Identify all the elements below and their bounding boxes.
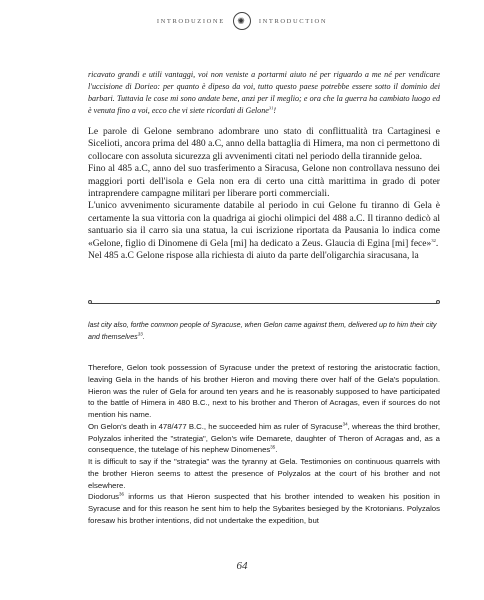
italian-paragraph-1: Le parole di Gelone sembrano adombrare uno stato di conflittualità tra Cartaginesi e Sicelioti, ancora prima del 480 a.C, anno della battaglia di Himera, ma non ci permettono di collocare con assoluta sicurezza gli avvenimenti citati nel periodo della tirannide geloa. [88,126,440,162]
footnote-ref-36: 36 [119,491,125,497]
english-paragraph-4-text-a: Diodorus [88,492,120,502]
page-number: 64 [236,560,248,572]
english-paragraph-2-end: . [275,445,278,455]
english-paragraph-2-text-b: , whereas the third brother, Polyzalos inherited the "strategia", Gelon's wife Demarete, daughter of Theron of Acragas and, as a consequence, the tutelage of his nephew Dinomenes [88,421,440,455]
italian-paragraph-3 [88,200,440,250]
emblem-icon: ✺ [233,12,251,30]
italian-paragraph-2: Fino al 485 a.C, anno del suo trasferimento a Siracusa, Gelone non controllava nessuno dei maggiori porti dell'isola e Gela non era di certo una città marittima in grado di poter intraprendere campagne militari per liberare porti commerciali. [88,163,440,200]
english-paragraph-3: It is difficult to say if the "strategia" was the tyranny at Gela. Testimonies on continuous quarrels with the brother Hieron seems to attest the presence of Polyzalos at the court of his brother and not elsewhere. [88,457,440,490]
italian-paragraph-4: Nel 485 a.C Gelone rispose alla richiesta di aiuto da parte dell'oligarchia siracusana, la [88,250,419,262]
footnote-ref-34: 34 [342,421,348,427]
italian-paragraph-3-end: . [435,237,439,249]
italian-body [88,126,440,262]
english-paragraph-2-text-a: On Gelon's death in 478/477 B.C., he succeeded him as ruler of Syracuse [88,421,343,431]
section-divider [88,300,440,306]
running-header [0,12,484,30]
english-paragraph-4-text-b: informs us that Hieron suspected that his brother intended to weaken his position in Syracuse and for this reason he sent him to help the Sybarites besieged by the Krotonians. Polyzalos foresaw his brother intentions, did not undertake the expedition, but [88,492,440,525]
divider-left-dot [88,300,92,304]
english-paragraph-4 [88,491,440,526]
footnote-ref-32: 32 [431,237,436,243]
divider-line [91,303,437,304]
italian-paragraph-3-text: L'unico avvenimento sicuramente databile al periodo in cui Gelone fu tiranno di Gela è certamente la sua vittoria con la quadriga ai giochi olimpici del 488 a.C. Il tiranno dedicò al santuario sia il carro sia una statua, la cui iscrizione riportata da Pausania lo indica come «Gelone, figlio di Dinomene di Gela [mi] ha dedicato a Zeus. Glaucia di Egina [mi] fece» [88,200,440,249]
divider-right-dot [436,300,440,304]
english-quote [88,320,440,344]
header-right-title: INTRODUCTION [258,17,328,25]
header-left-title: INTRODUZIONE [156,17,225,25]
english-quote-end: . [142,332,145,341]
footnote-ref-31: 31 [268,105,274,111]
footnote-ref-33: 33 [137,331,143,337]
footnote-ref-35: 35 [270,444,276,450]
italian-quote-text: ricavato grandi e utili vantaggi, voi non veniste a portarmi aiuto né per riguardo a me né per vendicare l'uccisione di Dorieo: per quanto è dipeso da voi, tutto questo paese potrebbe essere sotto il dominio dei barbari. Tuttavia le cose mi sono andate bene, anzi per il meglio; e ora che la guerra ha cambiato luogo ed è venuta fino a voi, ecco che vi siete ricordati di Gelone [88,70,440,116]
english-paragraph-2 [88,421,440,456]
english-paragraph-1: Therefore, Gelon took possession of Syracuse under the pretext of restoring the aristocratic faction, leaving Gela in the hands of his brother Hieron and moving there over half of the Gela's population. Hieron was the ruler of Gela for around ten years and he is reasonably supposed to have participated to the battle of Himera in 480 B.C., next to his brother and Theron of Acragas, even if sources do not mention his name. [88,363,440,419]
english-quote-text: last city also, forthe common people of Syracuse, when Gelon came against them, delivered up to him their city and themselves [88,321,437,341]
english-body [88,362,440,527]
italian-quote-end: ! [273,106,277,116]
italian-quote [88,69,440,117]
